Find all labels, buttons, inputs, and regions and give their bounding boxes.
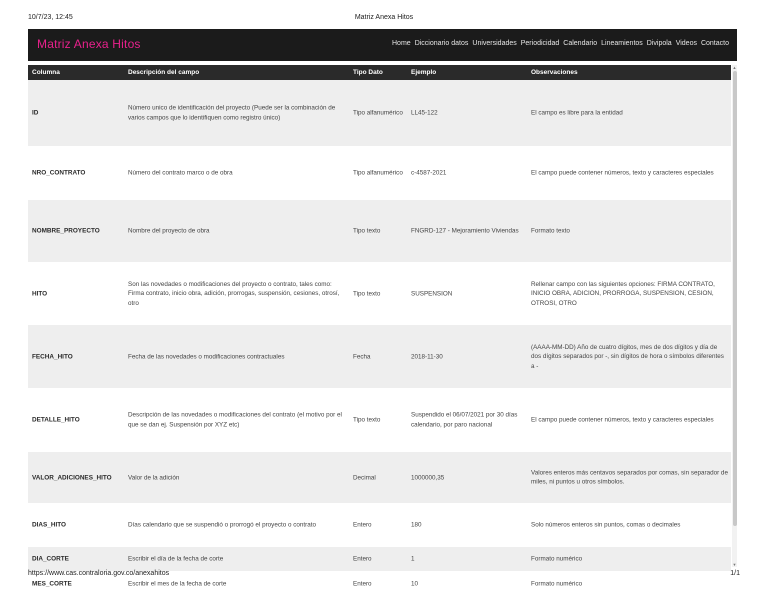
print-header	[0, 0, 768, 28]
print-title: Matriz Anexa Hitos	[354, 14, 414, 21]
nav-link-contacto[interactable]: Contacto	[700, 40, 729, 47]
cell-columna: FECHA_HITO	[32, 352, 73, 360]
cell-observaciones: Formato texto	[531, 227, 570, 235]
print-date: 10/7/23, 12:45	[28, 14, 73, 21]
cell-ejemplo: 2018-11-30	[411, 352, 443, 360]
nav-link-diccionario[interactable]: Diccionario datos	[414, 40, 469, 47]
cell-columna: HITO	[32, 289, 48, 297]
table-row	[28, 547, 731, 571]
cell-descripcion: Valor de la adición	[128, 473, 180, 481]
cell-columna: DIAS_HITO	[32, 521, 66, 529]
table-row	[28, 503, 731, 547]
cell-descripcion: Escribir el mes de la fecha de corte	[128, 580, 227, 588]
table-row	[28, 452, 731, 503]
cell-descripcion: Descripción de las novedades o modificaciones del contrato (el motivo por el que se dan ej. Suspensión por XYZ etc)	[128, 411, 342, 428]
cell-descripcion: Nombre del proyecto de obra	[128, 227, 210, 235]
header-tipo-dato: Tipo Dato	[353, 69, 383, 76]
cell-ejemplo: SUSPENSION	[411, 289, 453, 297]
cell-columna: DIA_CORTE	[32, 555, 69, 563]
print-url: https://www.cas.contraloria.gov.co/anexahitos	[28, 570, 170, 577]
cell-observaciones: Formato numérico	[531, 555, 583, 563]
cell-columna: NRO_CONTRATO	[32, 169, 86, 177]
cell-ejemplo: LL45-122	[411, 109, 438, 117]
cell-descripcion: Número unico de identificación del proyecto (Puede ser la combinación de varios campos que lo identifiquen como registro único)	[128, 104, 336, 121]
nav-link-periodicidad[interactable]: Periodicidad	[520, 40, 560, 47]
cell-descripcion: Fecha de las novedades o modificaciones contractuales	[128, 352, 285, 360]
nav-link-divipola[interactable]: Divipola	[646, 40, 672, 47]
cell-tipo: Decimal	[353, 473, 376, 481]
nav-link-lineamientos[interactable]: Lineamientos	[601, 40, 643, 47]
nav-link-home[interactable]: Home	[392, 40, 411, 47]
cell-columna: NOMBRE_PROYECTO	[32, 227, 100, 235]
cell-tipo: Tipo texto	[353, 227, 381, 235]
table-header	[28, 65, 731, 80]
cell-descripcion: Número del contrato marco o de obra	[128, 169, 233, 177]
cell-tipo: Entero	[353, 555, 372, 563]
cell-tipo: Entero	[353, 521, 372, 529]
cell-observaciones: El campo puede contener números, texto y caracteres especiales	[531, 416, 714, 424]
cell-observaciones: Rellenar campo con las siguientes opciones: FIRMA CONTRATO, INICIO OBRA, ADICION, PRORROGA, SUSPENSION, CESION, OTROSI, OTRO	[531, 280, 715, 307]
table-row	[28, 200, 731, 262]
cell-tipo: Tipo texto	[353, 289, 381, 297]
cell-ejemplo: 10	[411, 580, 419, 588]
cell-observaciones: (AAAA-MM-DD) Año de cuatro dígitos, mes de dos dígitos y día de dos dígitos separados por -, sin dígitos de hora o símbolos diferentes a -	[531, 343, 724, 370]
cell-ejemplo: 1000000,35	[411, 473, 445, 481]
table-row	[28, 388, 731, 452]
cell-ejemplo: Suspendido el 06/07/2021 por 30 días calendario, por paro nacional	[411, 411, 518, 428]
cell-tipo: Tipo alfanumérico	[353, 169, 403, 177]
cell-columna: ID	[32, 109, 39, 117]
cell-observaciones: Valores enteros más centavos separados por comas, sin separador de miles, ni puntos u otros símbolos.	[531, 469, 728, 486]
table-row	[28, 262, 731, 325]
header-observaciones: Observaciones	[531, 69, 578, 76]
cell-descripcion: Días calendario que se suspendió o prorrogó el proyecto o contrato	[128, 521, 316, 529]
triangle-up-icon[interactable]: ▲	[732, 65, 737, 70]
cell-observaciones: El campo es libre para la entidad	[531, 109, 623, 117]
scrollbar-thumb[interactable]	[733, 71, 737, 526]
nav-link-universidades[interactable]: Universidades	[472, 40, 517, 47]
print-page-number: 1/1	[730, 570, 740, 577]
header-columna: Columna	[32, 69, 60, 76]
cell-ejemplo: FNGRD-127 - Mejoramiento Viviendas	[411, 227, 519, 235]
header-ejemplo: Ejemplo	[411, 69, 437, 76]
table-row	[28, 325, 731, 388]
cell-tipo: Entero	[353, 580, 372, 588]
cell-observaciones: El campo puede contener números, texto y caracteres especiales	[531, 169, 714, 177]
nav-menu	[392, 40, 729, 47]
cell-ejemplo: c-4587-2021	[411, 169, 447, 177]
cell-ejemplo: 180	[411, 521, 422, 529]
cell-tipo: Tipo texto	[353, 416, 381, 424]
cell-tipo: Fecha	[353, 352, 371, 360]
nav-link-calendario[interactable]: Calendario	[563, 40, 598, 47]
table-row	[28, 146, 731, 200]
cell-tipo: Tipo alfanumérico	[353, 109, 403, 117]
cell-descripcion: Escribir el día de la fecha de corte	[128, 555, 224, 563]
cell-descripcion: Son las novedades o modificaciones del proyecto o contrato, tales como: Firma contrato, inicio obra, adición, prorrogas, suspensión, cesiones, otrosí, otro	[128, 280, 340, 307]
nav-link-videos[interactable]: Videos	[675, 40, 697, 47]
navbar	[28, 29, 737, 61]
cell-columna: VALOR_ADICIONES_HITO	[32, 473, 112, 481]
cell-columna: MES_CORTE	[32, 580, 72, 588]
table-row	[28, 80, 731, 146]
cell-columna: DETALLE_HITO	[32, 416, 80, 424]
cell-observaciones: Solo números enteros sin puntos, comas o decimales	[531, 521, 681, 529]
cell-ejemplo: 1	[411, 555, 415, 563]
vertical-scrollbar[interactable]	[732, 65, 737, 567]
cell-observaciones: Formato numérico	[531, 580, 583, 588]
header-descripcion: Descripción del campo	[128, 69, 200, 76]
triangle-down-icon[interactable]: ▼	[732, 562, 737, 567]
brand-title[interactable]: Matriz Anexa Hitos	[37, 37, 141, 51]
